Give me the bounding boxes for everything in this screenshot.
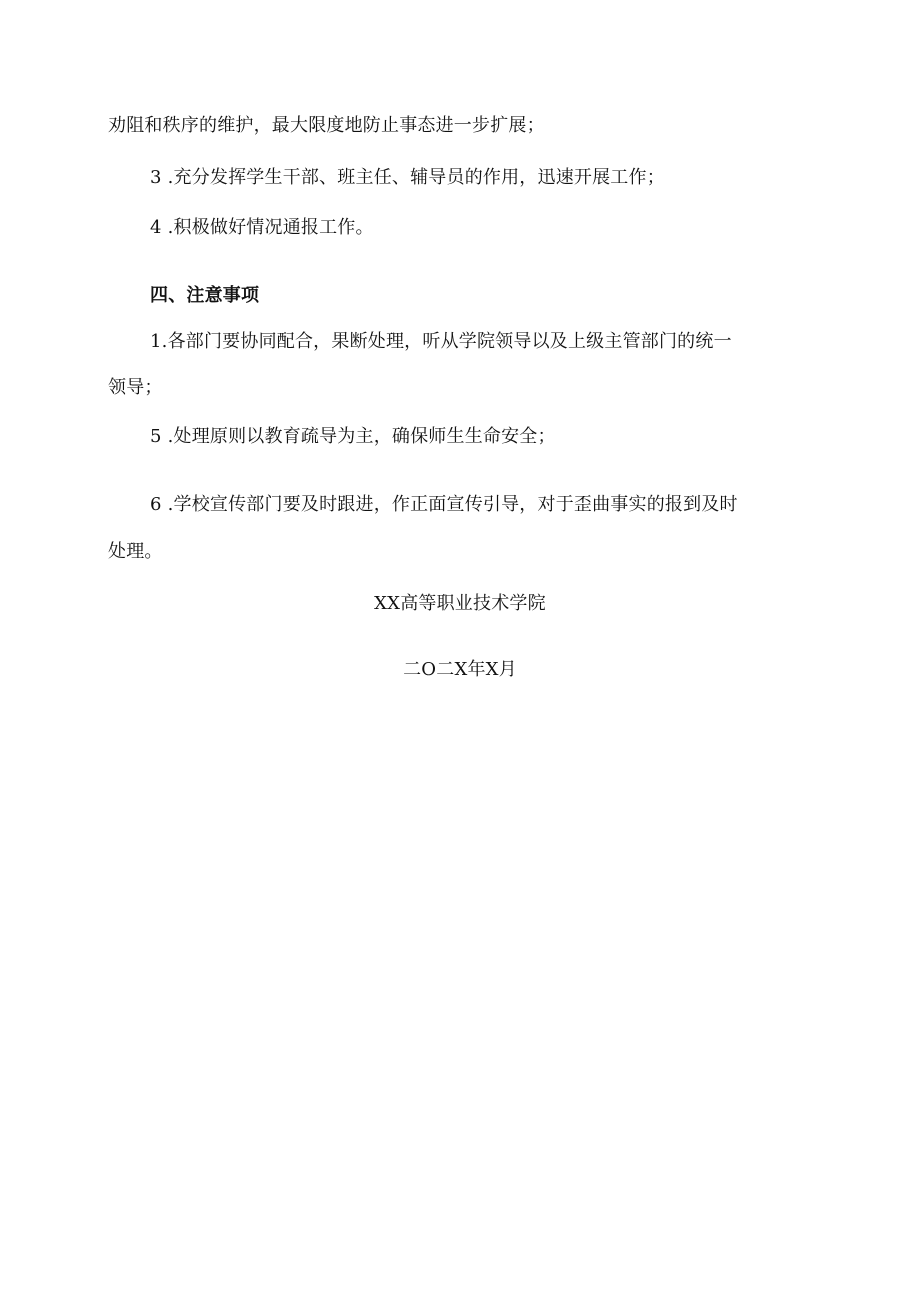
section-heading: 四、注意事项 [150,285,260,306]
note-1-line-2: 领导； [108,377,163,398]
note-6-line-2: 处理。 [108,541,163,562]
body-line-continuation: 劝阻和秩序的维护，最大限度地防止事态进一步扩展； [108,115,545,136]
note-6-line-1: 6 .学校宣传部门要及时跟进，作正面宣传引导，对于歪曲事实的报到及时 [150,494,738,515]
list-item-3: 3 .充分发挥学生干部、班主任、辅导员的作用，迅速开展工作； [150,167,665,188]
signature-date: 二O二X年X月 [403,659,517,680]
note-5: 5 .处理原则以教育疏导为主，确保师生生命安全； [150,426,556,447]
list-item-4: 4 .积极做好情况通报工作。 [150,217,374,238]
note-1-line-1: 1.各部门要协同配合，果断处理，听从学院领导以及上级主管部门的统一 [150,331,732,352]
signature-organization: XX高等职业技术学院 [374,593,546,614]
